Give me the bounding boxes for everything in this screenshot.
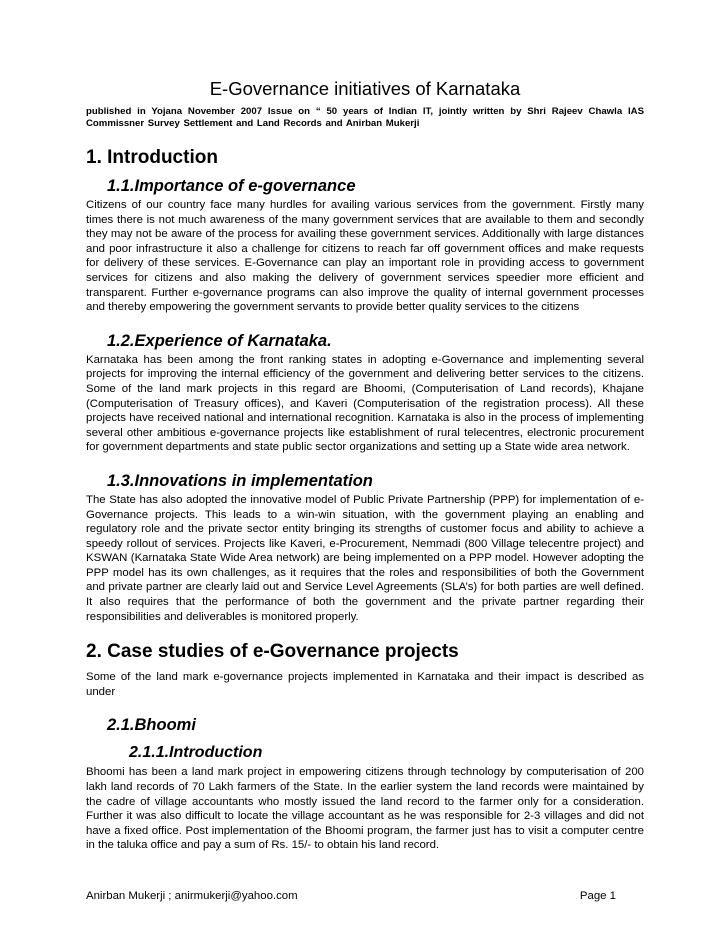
document-byline: published in Yojana November 2007 Issue on “ 50 years of Indian IT, jointly written by Shri Rajeev Chawla IAS Commissner Survey Settlement and Land Records and Anirban Mukerji (86, 106, 644, 129)
section-1-3-heading: 1.3.Innovations in implementation (107, 471, 373, 490)
section-2-intro: Some of the land mark e-governance projects implemented in Karnataka and their impact is described as under (86, 671, 644, 698)
section-1-3-text: The State has also adopted the innovative model of Public Private Partnership (PPP) for implementation of e-Governance projects. This leads to a win-win situation, with the government playing an enabling and regulatory role and the private sector entity bringing its strengths of customer focus and ability to achieve a speedy rollout of services. Projects like Kaveri, e-Procurement, Nemmadi (800 Village telecentre project) and KSWAN (Karnataka State Wide Area network) are being implemented on a PPP model. However adopting the PPP model has its own challenges, as it requires that the roles and responsibilities of both the Government and private partner are clearly laid out and Service Level Agreements (SLA’s) for both parties are well defined. It also requires that the performance of both the government and the private partner regarding their responsibilities and deliverables is monitored properly. (86, 493, 644, 623)
section-2-1-1-heading: 2.1.1.Introduction (129, 744, 263, 762)
section-1-2-text: Karnataka has been among the front ranking states in adopting e-Governance and implementing several projects for improving the internal efficiency of the government and delivering better services to the citizens. Some of the land mark projects in this regard are Bhoomi, (Computerisation of Land records), Khajane (Computerisation of Treasury offices), and Kaveri (Computerisation of the registration process). All these projects have received national and international recognition. Karnataka is also in the process of implementing several other ambitious e-governance projects like establishment of rural telecentres, electronic procurement for government departments and state public sector organizations and setting up a State wide area network. (86, 353, 644, 454)
section-1-1-heading: 1.1.Importance of e-governance (107, 177, 356, 195)
section-2-1-heading: 2.1.Bhoomi (107, 716, 196, 735)
section-1-1-text: Citizens of our country face many hurdles for availing various services from the government. Firstly many times there is not much awareness of the many government services that are available to them and secondly they may not be aware of the process for availing these government services. Additionally with large distances and poor infrastructure it also a challenge for citizens to reach far off government offices and make requests for delivery of these services. E-Governance can play an important role in providing access to government services for citizens and also making the delivery of government services speedier more efficient and transparent. Further e-governance programs can also improve the quality of internal government processes and thereby empowering the government servants to provide better quality services to the citizens (86, 199, 644, 314)
page-footer (86, 890, 616, 902)
footer-author: Anirban Mukerji ; anirmukerji@yahoo.com (86, 890, 298, 902)
document-page (86, 78, 644, 853)
section-1-2-heading: 1.2.Experience of Karnataka. (107, 331, 332, 350)
section-2-1-1-text: Bhoomi has been a land mark project in empowering citizens through technology by computerisation of 200 lakh land records of 70 Lakh farmers of the State. In the earlier system the land records were maintained by the cadre of village accountants who mostly issued the land record to the farmer only for a consideration. Further it was also difficult to locate the village accountant as he was responsible for 2-3 villages and did not have a fixed office. Post implementation of the Bhoomi program, the farmer just has to visit a computer centre in the taluka office and pay a sum of Rs. 15/- to obtain his land record. (86, 766, 644, 852)
footer-page-number: Page 1 (579, 890, 616, 902)
document-title: E-Governance initiatives of Karnataka (209, 78, 521, 99)
section-2-heading: 2. Case studies of e-Governance projects (86, 641, 459, 663)
section-1-heading: 1. Introduction (86, 147, 218, 168)
